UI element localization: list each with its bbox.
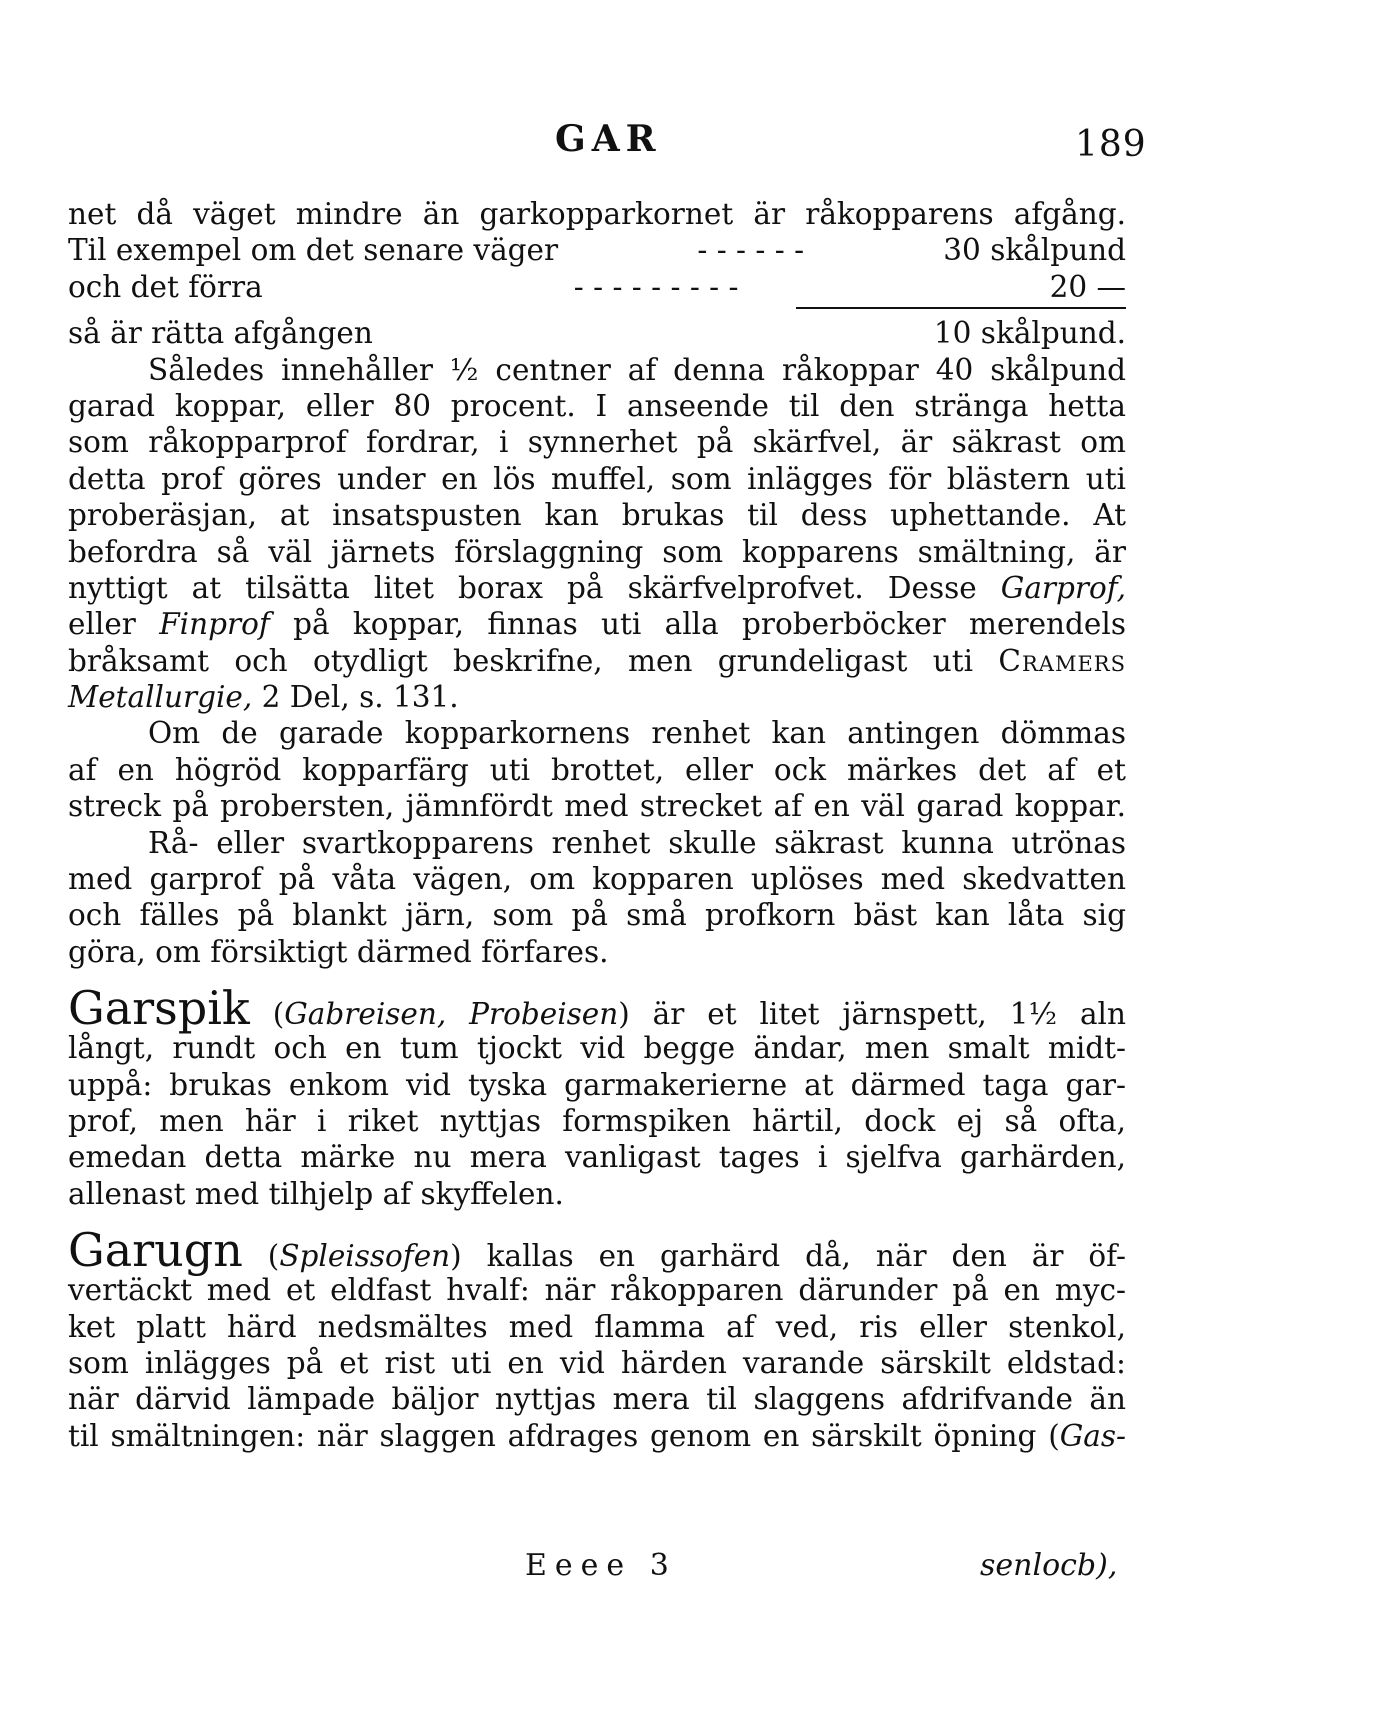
text-line: garad koppar, eller 80 procent. I anseende til den stränga hetta: [68, 388, 1126, 423]
signature-mark: Eeee 3: [525, 1548, 677, 1583]
italic-term: Garprof,: [1000, 570, 1126, 605]
text-line: Således innehåller ½ centner af denna råkoppar 40 skålpund: [148, 352, 1126, 387]
body-text: [68, 196, 1126, 1454]
calc-row-1-label: Til exempel om det senare väger: [68, 233, 559, 268]
italic-title: Metallurgie,: [68, 680, 253, 715]
text-line: när därvid lämpade bäljor nyttjas mera til slaggens afdrifvande än: [68, 1382, 1126, 1417]
paren: (: [272, 997, 285, 1032]
paren: (: [267, 1239, 280, 1274]
calc-row-2: [68, 269, 1126, 305]
paren: ): [450, 1239, 462, 1274]
calc-row-1-dots: - - - - - -: [697, 233, 805, 268]
text-segment: bråksamt och otydligt beskrifne, men grundeligast uti: [68, 643, 974, 678]
calc-result-row: [68, 315, 1126, 351]
text-line: vertäckt med et eldfast hvalf: när råkopparen därunder på en myc-: [68, 1273, 1126, 1308]
text-segment: nyttigt at tilsätta litet borax på skärfvelprofvet. Desse: [68, 570, 977, 605]
text-line: och fälles på blankt järn, som på små profkorn bäst kan låta sig: [68, 898, 1126, 933]
page-header: [0, 118, 1400, 178]
text-line: långt, rundt och en tum tjockt vid begge ändar, men smalt midt-: [68, 1031, 1126, 1066]
text-line: med garprof på våta vägen, om kopparen uplöses med skedvatten: [68, 862, 1126, 897]
calc-row-1-value: 30 skålpund: [943, 233, 1126, 268]
text-segment: 2 Del, s. 131.: [261, 680, 459, 715]
text-line: net då väget mindre än garkopparkornet är råkopparens afgång.: [68, 197, 1126, 231]
calc-result-label: så är rätta afgången: [68, 316, 373, 351]
entry-garugn-line-1: [68, 1223, 1126, 1278]
german-term: Spleissofen: [279, 1239, 451, 1274]
entry-garspik-line-1: [68, 981, 1126, 1036]
text-segment: til smältningen: när slaggen afdrages genom en särskilt öpning (: [68, 1418, 1060, 1453]
calc-result-value: 10 skålpund.: [933, 316, 1126, 351]
german-term: Probeisen: [469, 997, 619, 1032]
sum-rule-row: [68, 305, 1126, 315]
text-line: [68, 570, 1126, 606]
text-line: uppå: brukas enkom vid tyska garmakerierne at därmed taga gar-: [68, 1067, 1126, 1102]
text-line: göra, om försiktigt därmed förfares.: [68, 934, 609, 969]
italic-term: Finprof: [159, 607, 270, 642]
text-line: af en högröd kopparfärg uti brottet, eller ock märkes det af et: [68, 752, 1126, 787]
page-footer: [0, 1548, 1400, 1588]
text-segment: eller: [68, 607, 136, 642]
text-line: allenast med tilhjelp af skyffelen.: [68, 1176, 564, 1211]
text-segment: kallas en garhärd då, när den är öf-: [486, 1239, 1126, 1274]
text-line: befordra så väl järnets förslaggning som kopparens smältning, är: [68, 534, 1126, 569]
sum-rule: [796, 307, 1126, 309]
german-term: Gabreisen,: [284, 997, 447, 1032]
small-caps-name: Cramers: [998, 643, 1126, 678]
calc-row-1: [68, 232, 1126, 268]
headword: Garspik: [68, 981, 250, 1036]
text-line: prof, men här i riket nyttjas formspiken härtil, dock ej så ofta,: [68, 1103, 1126, 1138]
calc-row-2-value: 20 —: [1049, 269, 1126, 304]
text-line: proberäsjan, at insatspusten kan brukas til dess uphettande. At: [68, 498, 1126, 533]
text-line: som råkopparprof fordrar, i synnerhet på skärfvel, är säkrast om: [68, 425, 1126, 460]
headword: Garugn: [68, 1223, 243, 1278]
german-term: Gas-: [1059, 1418, 1126, 1453]
text-line: [68, 679, 1126, 715]
calc-row-2-label: och det förra: [68, 269, 263, 304]
text-line: emedan detta märke nu mera vanligast tages i sjelfva garhärden,: [68, 1140, 1126, 1175]
calc-row-2-dots: - - - - - - - - -: [573, 269, 739, 304]
text-line: som inlägges på et rist uti en vid härden varande särskilt eldstad:: [68, 1345, 1126, 1380]
catchword: senlocb),: [980, 1548, 1118, 1583]
text-segment: på koppar, finnas uti alla proberböcker merendels: [293, 607, 1126, 642]
text-line: Rå- eller svartkopparens renhet skulle säkrast kunna utrönas: [148, 825, 1126, 860]
paren: ): [618, 997, 630, 1032]
running-head: GAR: [555, 118, 662, 160]
text-line: [68, 643, 1126, 679]
text-line: Om de garade kopparkornens renhet kan antingen dömmas: [148, 716, 1126, 751]
text-segment: är et litet järnspett, 1½ aln: [652, 997, 1126, 1032]
text-line: streck på probersten, jämnfördt med strecket af en väl garad koppar.: [68, 789, 1126, 824]
text-line: [68, 606, 1126, 642]
text-line: detta prof göres under en lös muffel, som inlägges för blästern uti: [68, 461, 1126, 496]
text-line: ket platt härd nedsmältes med flamma af ved, ris eller stenkol,: [68, 1309, 1126, 1344]
text-line: [68, 1418, 1126, 1454]
page-number: 189: [1075, 124, 1147, 165]
